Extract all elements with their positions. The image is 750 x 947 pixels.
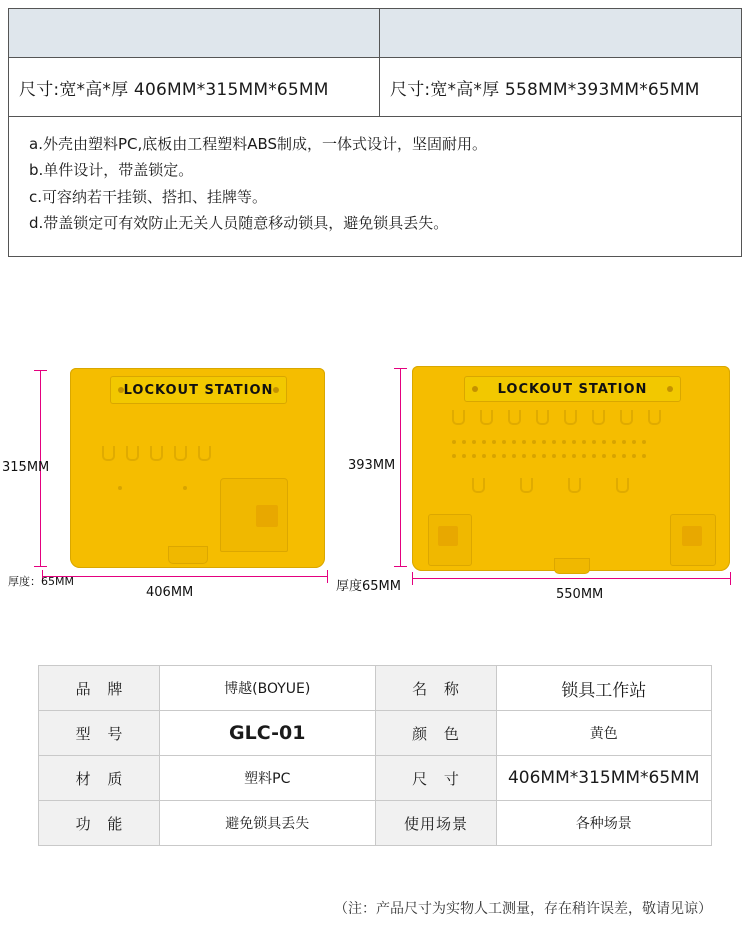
param-value-function: 避免锁具丢失 xyxy=(160,801,376,846)
hook-icon xyxy=(174,446,187,461)
hole-icon xyxy=(532,454,536,458)
param-key-brand: 品 牌 xyxy=(39,666,160,711)
hole-icon xyxy=(492,440,496,444)
height-tick-top-right xyxy=(394,368,407,369)
param-value-scenario: 各种场景 xyxy=(496,801,712,846)
param-key-model: 型 号 xyxy=(39,711,160,756)
hook-icon xyxy=(480,410,493,425)
screw-icon xyxy=(118,387,124,393)
lock-slot-right-a xyxy=(438,526,458,546)
hole-icon xyxy=(582,454,586,458)
hole-icon xyxy=(632,454,636,458)
hole-icon xyxy=(572,454,576,458)
table-row xyxy=(39,711,712,756)
hole-icon xyxy=(472,440,476,444)
width-tick-right-right xyxy=(730,572,731,585)
hole-icon xyxy=(552,440,556,444)
width-label-left: 406MM xyxy=(146,585,194,600)
param-value-color: 黄色 xyxy=(496,711,712,756)
height-measure-line-right xyxy=(400,368,401,566)
hook-icon xyxy=(452,410,465,425)
param-key-scenario: 使用场景 xyxy=(375,801,496,846)
station-title-right: LOCKOUT STATION xyxy=(497,381,648,397)
hook-icon xyxy=(126,446,139,461)
lock-slot-right-b xyxy=(682,526,702,546)
feature-line-b: b.单件设计，带盖锁定。 xyxy=(29,161,194,180)
height-tick-bottom-left xyxy=(34,566,47,567)
hook-icon xyxy=(592,410,605,425)
hole-icon xyxy=(482,454,486,458)
hole-icon xyxy=(512,454,516,458)
hole-icon xyxy=(462,454,466,458)
hole-icon xyxy=(522,454,526,458)
feature-line-c: c.可容纳若干挂锁、搭扣、挂牌等。 xyxy=(29,187,268,206)
param-key-color: 颜 色 xyxy=(375,711,496,756)
spec-description-row xyxy=(9,117,742,257)
hole-icon xyxy=(482,440,486,444)
width-measure-line-left xyxy=(42,576,327,577)
hook-icon xyxy=(568,478,581,493)
screw-icon xyxy=(667,386,673,392)
hole-icon xyxy=(183,486,187,490)
spec-size-right: 尺寸:宽*高*厚 558MM*393MM*65MM xyxy=(380,58,742,117)
feature-line-d: d.带盖锁定可有效防止无关人员随意移动锁具，避免锁具丢失。 xyxy=(29,213,449,232)
hook-icon xyxy=(102,446,115,461)
param-key-name: 名 称 xyxy=(375,666,496,711)
hole-icon xyxy=(562,454,566,458)
hole-icon xyxy=(572,440,576,444)
param-value-size: 406MM*315MM*65MM xyxy=(496,756,712,801)
height-label-left: 315MM xyxy=(2,460,50,475)
screw-icon xyxy=(472,386,478,392)
hole-row xyxy=(452,440,646,444)
lockout-station-illustration-right xyxy=(412,366,730,571)
hole-icon xyxy=(592,440,596,444)
hole-icon xyxy=(582,440,586,444)
hole-icon xyxy=(472,454,476,458)
feature-line-a: a.外壳由塑料PC,底板由工程塑料ABS制成，一体式设计，坚固耐用。 xyxy=(29,135,488,153)
width-tick-left-right xyxy=(412,572,413,585)
hole-icon xyxy=(522,440,526,444)
parameter-table xyxy=(38,665,712,846)
param-key-size: 尺 寸 xyxy=(375,756,496,801)
station-title-left: LOCKOUT STATION xyxy=(123,382,274,398)
base-tab-right xyxy=(554,558,590,574)
hook-icon xyxy=(198,446,211,461)
hole-icon xyxy=(492,454,496,458)
footnote: （注：产品尺寸为实物人工测量，存在稍许误差，敬请见谅） xyxy=(334,901,712,917)
spec-description-cell xyxy=(9,117,742,257)
spec-header-cell-left xyxy=(9,9,380,58)
hole-icon xyxy=(642,440,646,444)
param-key-function: 功 能 xyxy=(39,801,160,846)
hole-icon xyxy=(602,440,606,444)
thickness-label-right: 厚度65MM xyxy=(336,579,401,594)
hole-icon xyxy=(452,440,456,444)
station-title-plate-left xyxy=(110,376,287,404)
hole-icon xyxy=(552,454,556,458)
spec-header-row xyxy=(9,9,742,58)
hole-icon xyxy=(592,454,596,458)
hook-icon xyxy=(508,410,521,425)
hole-icon xyxy=(632,440,636,444)
thickness-label-left: 厚度：65MM xyxy=(8,575,74,588)
height-tick-top-left xyxy=(34,370,47,371)
hole-icon xyxy=(542,440,546,444)
param-value-model: GLC-01 xyxy=(160,711,376,756)
hook-icon xyxy=(520,478,533,493)
param-value-name: 锁具工作站 xyxy=(496,666,712,711)
screw-icon xyxy=(273,387,279,393)
hole-row xyxy=(452,454,646,458)
hook-icon xyxy=(472,478,485,493)
width-label-right: 550MM xyxy=(556,587,604,602)
hook-icon xyxy=(648,410,661,425)
hole-icon xyxy=(612,454,616,458)
table-row xyxy=(39,666,712,711)
hook-icon xyxy=(620,410,633,425)
hole-icon xyxy=(502,440,506,444)
station-title-plate-right xyxy=(464,376,681,402)
hook-icon xyxy=(564,410,577,425)
hole-icon xyxy=(562,440,566,444)
width-tick-right xyxy=(327,570,328,583)
hole-icon xyxy=(512,440,516,444)
param-value-material: 塑料PC xyxy=(160,756,376,801)
hole-icon xyxy=(542,454,546,458)
spec-size-left: 尺寸:宽*高*厚 406MM*315MM*65MM xyxy=(9,58,380,117)
hole-icon xyxy=(642,454,646,458)
hole-icon xyxy=(502,454,506,458)
spec-table xyxy=(8,8,742,257)
width-measure-line-right xyxy=(412,578,730,579)
hook-icon xyxy=(616,478,629,493)
product-diagram-area xyxy=(0,340,750,630)
height-tick-bottom-right xyxy=(394,566,407,567)
height-label-right: 393MM xyxy=(348,458,396,473)
hook-icon xyxy=(536,410,549,425)
table-row xyxy=(39,756,712,801)
base-tab-left xyxy=(168,546,208,564)
hole-icon xyxy=(612,440,616,444)
hole-icon xyxy=(118,486,122,490)
hook-icon xyxy=(150,446,163,461)
param-key-material: 材 质 xyxy=(39,756,160,801)
table-row xyxy=(39,801,712,846)
hole-icon xyxy=(602,454,606,458)
param-value-brand: 博越(BOYUE) xyxy=(160,666,376,711)
spec-size-row xyxy=(9,58,742,117)
spec-header-cell-right xyxy=(380,9,742,58)
lock-slot-left xyxy=(256,505,278,527)
hole-icon xyxy=(622,440,626,444)
hole-icon xyxy=(622,454,626,458)
hole-row xyxy=(118,486,187,490)
lockout-station-illustration-left xyxy=(70,368,325,568)
hole-icon xyxy=(532,440,536,444)
hole-icon xyxy=(462,440,466,444)
hole-icon xyxy=(452,454,456,458)
